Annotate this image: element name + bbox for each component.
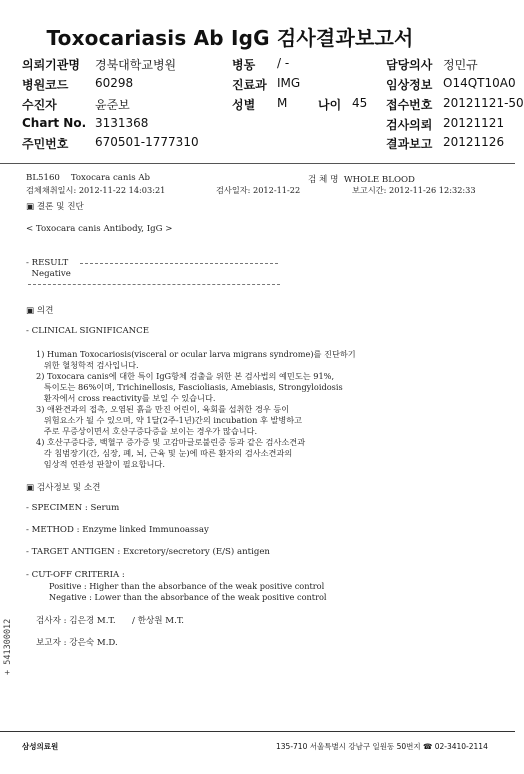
doctor-label: 담당의사: [386, 58, 433, 72]
header-divider: [0, 163, 515, 164]
sex-label: 성별: [232, 98, 256, 112]
cutoff-negative: Negative : Lower than the absorbance of the weak positive control: [36, 592, 327, 602]
dept-label: 진료과: [232, 78, 267, 92]
examiner: 검사자 : 김은경 M.T. / 한상원 M.T.: [36, 616, 185, 626]
report-date-label: 결과보고: [386, 137, 433, 151]
receipt-label: 접수번호: [386, 98, 433, 112]
sex-value: M: [277, 96, 288, 110]
test-date: 검사일자: 2012-11-22: [216, 185, 301, 195]
report-time: 보고시간: 2012-11-26 12:32:33: [352, 185, 476, 195]
method: - METHOD : Enzyme linked Immunoassay: [26, 525, 209, 535]
clinical-line: 임상적 연관성 판찰이 필요합니다.: [36, 459, 165, 469]
specimen-type: - SPECIMEN : Serum: [26, 503, 120, 513]
result-dashes: [80, 263, 278, 264]
age-label: 나이: [318, 98, 342, 112]
side-barcode-number: + 541300012: [3, 618, 13, 675]
dept-value: IMG: [277, 76, 301, 90]
clinical-line: 위한 혈청학적 검사입니다.: [36, 360, 139, 370]
rrn-label: 주민번호: [22, 137, 69, 151]
institution-value: 경북대학교병원: [95, 58, 177, 72]
clinical-line: 위험요소가 될 수 있으며, 약 1달(2주-1년)간의 incubation 후 발병하고: [36, 415, 303, 425]
hospcode-value: 60298: [95, 76, 134, 90]
clinical-line: 주로 무증상이면서 호산구증다증을 보이는 경우가 많습니다.: [36, 426, 258, 436]
result-underline: [28, 284, 280, 285]
section-result-heading: ▣ 결론 및 진단: [26, 202, 84, 212]
section-info-heading: ▣ 검사정보 및 소견: [26, 483, 101, 493]
result-value: Negative: [26, 269, 71, 279]
clinical-line: 2) Toxocara canis에 대한 특이 IgG항체 검출을 위한 본 검사법의 예민도는 91%,: [36, 371, 335, 381]
patient-value: 윤준보: [95, 98, 130, 112]
clinical-line: 3) 애완견과의 접촉, 오염된 흙을 만진 어린이, 육회를 섭취한 경우 등이: [36, 404, 290, 414]
result-label: - RESULT: [26, 258, 71, 268]
reporter: 보고자 : 강은숙 M.D.: [36, 638, 118, 648]
chart-label: Chart No.: [22, 116, 87, 130]
report-title: Toxocariasis Ab IgG 검사결과보고서: [46, 26, 414, 50]
request-value: 20121121: [443, 116, 505, 130]
cutoff-heading: - CUT-OFF CRITERIA :: [26, 570, 125, 580]
chart-value: 3131368: [95, 116, 149, 130]
clinical-heading: - CLINICAL SIGNIFICANCE: [26, 326, 150, 336]
request-label: 검사의뢰: [386, 118, 433, 132]
footer-address: 135-710 서울특별시 강남구 일원동 50번지 ☎ 02-3410-2114: [276, 742, 488, 751]
clinical-line: 특이도는 86%이며, Trichinellosis, Fascioliasis, Amebiasis, Strongyloidosis: [36, 382, 343, 392]
test-code-line: BL5160 Toxocara canis Ab: [26, 173, 151, 183]
institution-label: 의뢰기관명: [22, 58, 80, 72]
target-antigen: - TARGET ANTIGEN : Excretory/secretory (E/S) antigen: [26, 547, 270, 557]
age-value: 45: [352, 96, 368, 110]
collection-time: 검체채취일시: 2012-11-22 14:03:21: [26, 185, 166, 195]
clinical-line: 4) 호산구증다증, 백혈구 증가증 및 고감마글로불린증 등과 같은 검사소견과: [36, 437, 306, 447]
rrn-value: 670501-1777310: [95, 135, 199, 149]
report-date-value: 20121126: [443, 135, 505, 149]
cutoff-positive: Positive : Higher than the absorbance of the weak positive control: [36, 581, 325, 591]
footer-org: 삼성의료원: [22, 742, 59, 751]
hospcode-label: 병원코드: [22, 78, 69, 92]
clinical-label: 임상정보: [386, 78, 433, 92]
doctor-value: 정민규: [443, 58, 478, 72]
clinical-line: 환자에서 cross reactivity를 보일 수 있습니다.: [36, 393, 216, 403]
ward-label: 병동: [232, 58, 256, 72]
specimen-name-line: 검 체 명 WHOLE BLOOD: [308, 175, 415, 185]
receipt-value: 20121121-50: [443, 96, 524, 110]
clinical-line: 각 침범장기(간, 심장, 폐, 뇌, 근육 및 눈)에 따른 환자의 검사소견과의: [36, 448, 293, 458]
clinical-value: O14QT10A0: [443, 76, 516, 90]
clinical-line: 1) Human Toxocariosis(visceral or ocular larva migrans syndrome)를 진단하기: [36, 349, 356, 359]
patient-label: 수진자: [22, 98, 57, 112]
footer-divider: [0, 731, 515, 732]
ward-value: / -: [277, 56, 290, 70]
section-opinion-heading: ▣ 의견: [26, 306, 54, 316]
antibody-name: < Toxocara canis Antibody, IgG >: [26, 224, 173, 234]
